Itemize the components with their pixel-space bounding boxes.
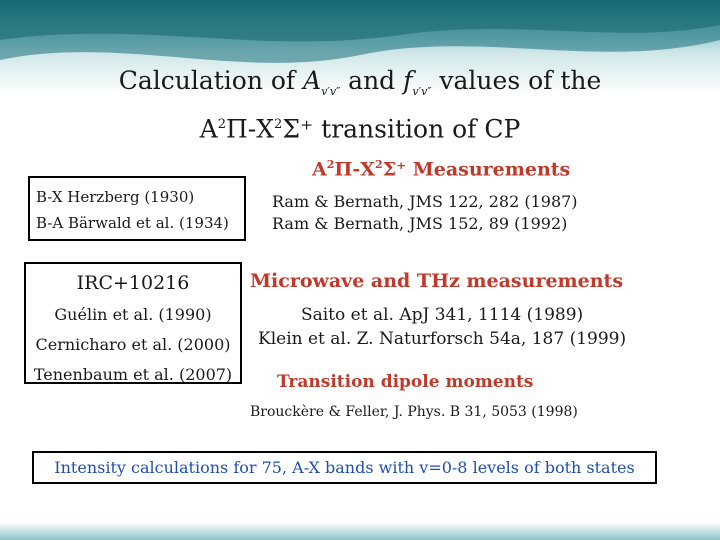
title-line2-sup-1: 2	[217, 117, 226, 132]
dipole-header: Transition dipole moments	[277, 372, 534, 392]
title-text-1: Calculation of	[118, 66, 304, 95]
meas-header-mid: Π-X	[334, 158, 375, 181]
mw-ref-2: Klein et al. Z. Naturforsch 54a, 187 (1999)	[258, 329, 627, 349]
prior-line-1: B-X Herzberg (1930)	[36, 188, 195, 206]
summary-box: Intensity calculations for 75, A-X bands with v=0-8 levels of both states	[32, 451, 657, 484]
prior-spectroscopy-box	[28, 176, 246, 241]
microwave-header: Microwave and THz measurements	[250, 270, 624, 292]
title-text-3: values of the	[431, 66, 602, 95]
meas-header-sup-2: 2	[374, 158, 383, 171]
title-line-1	[0, 64, 720, 108]
irc-header: IRC+10216	[76, 272, 190, 294]
measurements-header	[312, 158, 570, 180]
meas-ref-2: Ram & Bernath, JMS 152, 89 (1992)	[272, 214, 568, 233]
meas-ref-1: Ram & Bernath, JMS 122, 282 (1987)	[272, 192, 578, 211]
irc-line-2: Cernicharo et al. (2000)	[35, 335, 231, 354]
title-line2-pi: Π-X	[226, 114, 275, 144]
measurements-references	[272, 191, 578, 235]
title-A-subscript: v′v″	[321, 85, 341, 98]
dipole-reference: Brouckère & Feller, J. Phys. B 31, 5053 (1998)	[250, 404, 578, 420]
title-f: f	[403, 66, 413, 95]
title-line2-sup-2: 2	[274, 117, 283, 132]
slide-title	[0, 64, 720, 145]
title-line-2	[0, 108, 720, 145]
irc-line-1: Guélin et al. (1990)	[54, 305, 212, 324]
meas-header-sup-1: 2	[326, 158, 335, 171]
title-text-2: and	[340, 66, 404, 95]
title-line2-rest: Σ⁺ transition of CP	[282, 114, 521, 144]
microwave-references	[258, 303, 626, 351]
footer-gradient	[0, 522, 720, 540]
meas-header-A: A	[312, 158, 327, 181]
irc-line-3: Tenenbaum et al. (2007)	[33, 365, 233, 384]
mw-ref-1: Saito et al. ApJ 341, 1114 (1989)	[300, 305, 584, 325]
title-A: A	[303, 66, 322, 95]
irc-observations-box	[24, 262, 242, 384]
meas-header-rest: Σ⁺ Measurements	[382, 158, 571, 181]
title-f-subscript: v′v″	[412, 85, 432, 98]
title-line2-A: A	[199, 114, 218, 144]
prior-line-2: B-A Bärwald et al. (1934)	[36, 214, 229, 232]
